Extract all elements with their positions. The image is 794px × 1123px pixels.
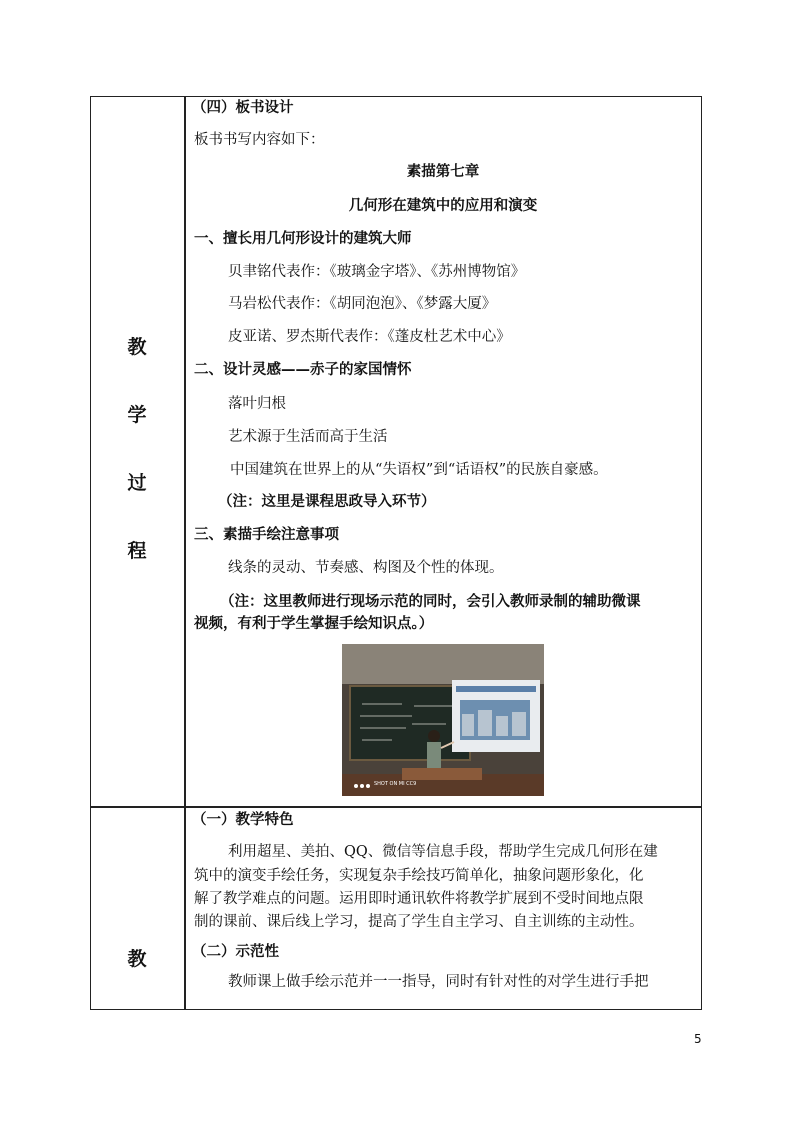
- side-label-char: 过: [127, 472, 147, 494]
- heading-1: 一、擅长用几何形设计的建筑大师: [194, 231, 412, 247]
- text-line: 皮亚诺、罗杰斯代表作：《蓬皮杜艺术中心》: [228, 329, 511, 345]
- features-heading-2: （二）示范性: [192, 944, 279, 960]
- column-divider: [184, 96, 186, 1010]
- paragraph-line: 利用超星、美拍、QQ、微信等信息手段，帮助学生完成几何形在建: [228, 844, 658, 860]
- features-heading-1: （一）教学特色: [192, 812, 294, 828]
- side-label-char: 教: [127, 336, 147, 358]
- paragraph-line: 教师课上做手绘示范并一一指导，同时有针对性的对学生进行手把: [228, 974, 649, 990]
- board-title-2: 几何形在建筑中的应用和演变: [348, 198, 538, 214]
- page-number: 5: [694, 1032, 702, 1046]
- row-divider: [90, 806, 702, 808]
- paragraph-line: 筑中的演变手绘任务，实现复杂手绘技巧简单化，抽象问题形象化，化: [194, 868, 644, 884]
- note-2-line-1: （注：这里教师进行现场示范的同时，会引入教师录制的辅助微课: [220, 594, 641, 610]
- text-line: 中国建筑在世界上的从“失语权”到“话语权”的民族自豪感。: [230, 462, 608, 478]
- board-title-1: 素描第七章: [406, 164, 480, 180]
- classroom-photo: [342, 644, 544, 796]
- heading-2: 二、设计灵感——赤子的家国情怀: [194, 362, 412, 378]
- note-1: （注：这里是课程思政导入环节）: [218, 494, 436, 510]
- text-line: 马岩松代表作：《胡同泡泡》、《梦露大厦》: [228, 296, 497, 312]
- text-line: 线条的灵动、节奏感、构图及个性的体现。: [228, 560, 504, 576]
- paragraph-line: 制的课前、课后线上学习，提高了学生自主学习、自主训练的主动性。: [194, 914, 644, 930]
- intro-text: 板书书写内容如下：: [194, 132, 325, 148]
- text-line: 落叶归根: [228, 396, 286, 412]
- classroom-illustration: [342, 644, 544, 796]
- text-line: 艺术源于生活而高于生活: [228, 429, 388, 445]
- paragraph-line: 解了教学难点的问题。运用即时通讯软件将教学扩展到不受时间地点限: [194, 891, 644, 907]
- section-title: （四）板书设计: [192, 100, 294, 116]
- photo-watermark: SHOT ON MI CC9: [374, 781, 417, 787]
- side-label-char: 教: [127, 948, 147, 970]
- text-line: 贝聿铭代表作：《玻璃金字塔》、《苏州博物馆》: [228, 264, 526, 280]
- side-label-char: 程: [127, 540, 147, 562]
- note-2-line-2: 视频，有利于学生掌握手绘知识点。）: [194, 616, 434, 632]
- heading-3: 三、素描手绘注意事项: [194, 527, 339, 543]
- side-label-char: 学: [127, 404, 147, 426]
